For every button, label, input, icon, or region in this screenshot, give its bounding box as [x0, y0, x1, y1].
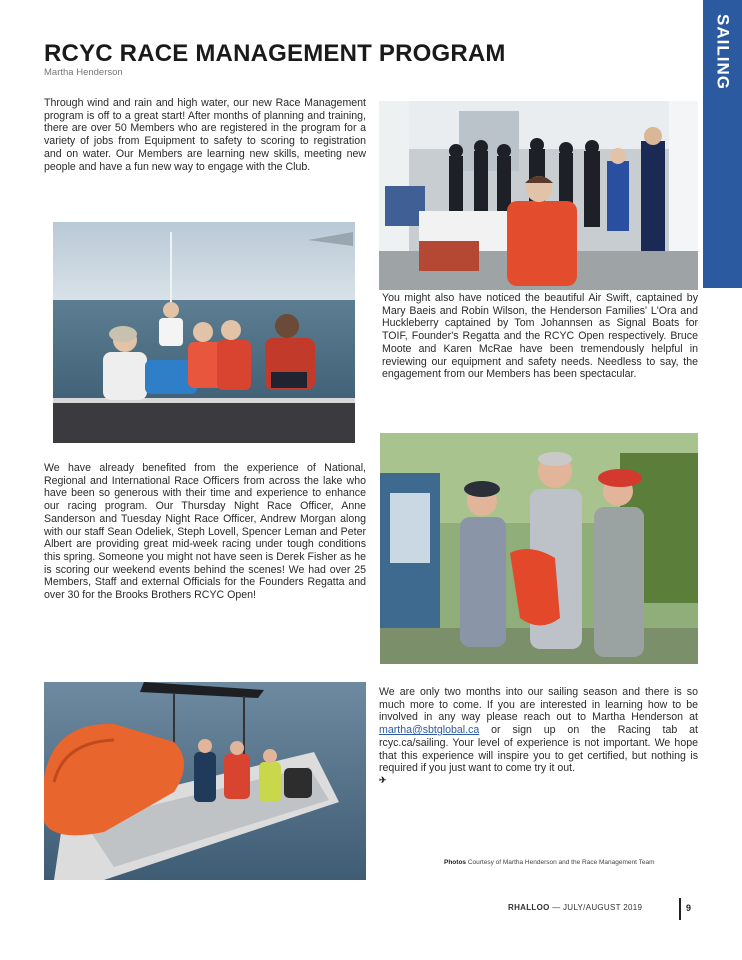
email-link[interactable]: martha@sbtglobal.ca — [379, 724, 480, 737]
paragraph-text: We have already benefited from the experience of National, Regional and International Race Officers from across the lake who have been so generous with their time and experience to enhance our racing program. Our Thursday Night Race Officer, Anne Sanderson and Tuesday Night Race Officer, Andrew Morgan along with our staff Sean Odeliek, Steph Lovell, Spencer Leman and Peter Albert are providing great mid-week racing under tough conditions this spring. Someone you might not have seen is Derek Fisher as he is scoring our weekend events behind the scenes! We had over 25 Members, Staff and external Officials for the Founders Regatta and over 30 for the Brooks Brothers RCYC Open! — [44, 462, 366, 602]
photo-mark-set-boat — [44, 682, 366, 880]
article-paragraph-1 — [44, 97, 366, 173]
footer-folio — [508, 903, 642, 912]
paragraph-text: Through wind and rain and high water, our new Race Management program is off to a great start! After months of planning and training, there are over 50 Members who are registered in the program for a variety of jobs from Equipment to safety to scoring to registration and on water. Our Members are learning new skills, meeting new people and have a fun new way to engage with the Club. — [44, 97, 366, 173]
article-byline: Martha Henderson — [44, 67, 123, 78]
paragraph-text-start: We are only two months into our sailing season and there is so much more to come. If you are interested in learning how to be involved in any way please reach out to Martha Henderson at — [379, 686, 698, 724]
paragraph-text-end: or sign up on the Racing tab at rcyc.ca/sailing. Your level of experience is not important. We hope that this experience will inspire you to get certified, but nothing is required if you just want to come try it out. — [379, 724, 698, 775]
paragraph-text: You might also have noticed the beautiful Air Swift, captained by Mary Baeis and Robin Wilson, the Henderson Families' L'Ora and Huckleberry captained by Tom Johannsen as Signal Boats for TOIF, Founder's Regatta and the RCYC Open respectively. Bruce Moote and Karen McRae have been tremendously helpful in reviewing our equipment and safety needs. Needless to say, the engagement from our Members has been spectacular. — [382, 292, 698, 381]
end-of-article-icon: ✈ — [379, 774, 387, 785]
footer-divider — [679, 898, 681, 920]
section-tab — [703, 0, 742, 288]
photo-training-session — [379, 101, 698, 290]
article-paragraph-3 — [44, 462, 366, 602]
paragraph-text — [379, 686, 698, 775]
page-number: 9 — [686, 903, 692, 913]
article-title: RCYC RACE MANAGEMENT PROGRAM — [44, 40, 506, 67]
photo-volunteers-on-boat — [53, 222, 355, 443]
issue-date: — JULY/AUGUST 2019 — [552, 903, 643, 912]
photo-credit-label: Photos — [444, 859, 467, 866]
magazine-name: RHALLOO — [508, 903, 550, 912]
photo-volunteers-with-mark — [380, 433, 698, 664]
photo-credit-text: Courtesy of Martha Henderson and the Race Management Team — [467, 859, 655, 866]
article-paragraph-2 — [382, 292, 698, 381]
article-paragraph-4 — [379, 686, 698, 786]
section-tab-label: SAILING — [713, 14, 733, 90]
photo-credit — [444, 859, 655, 866]
